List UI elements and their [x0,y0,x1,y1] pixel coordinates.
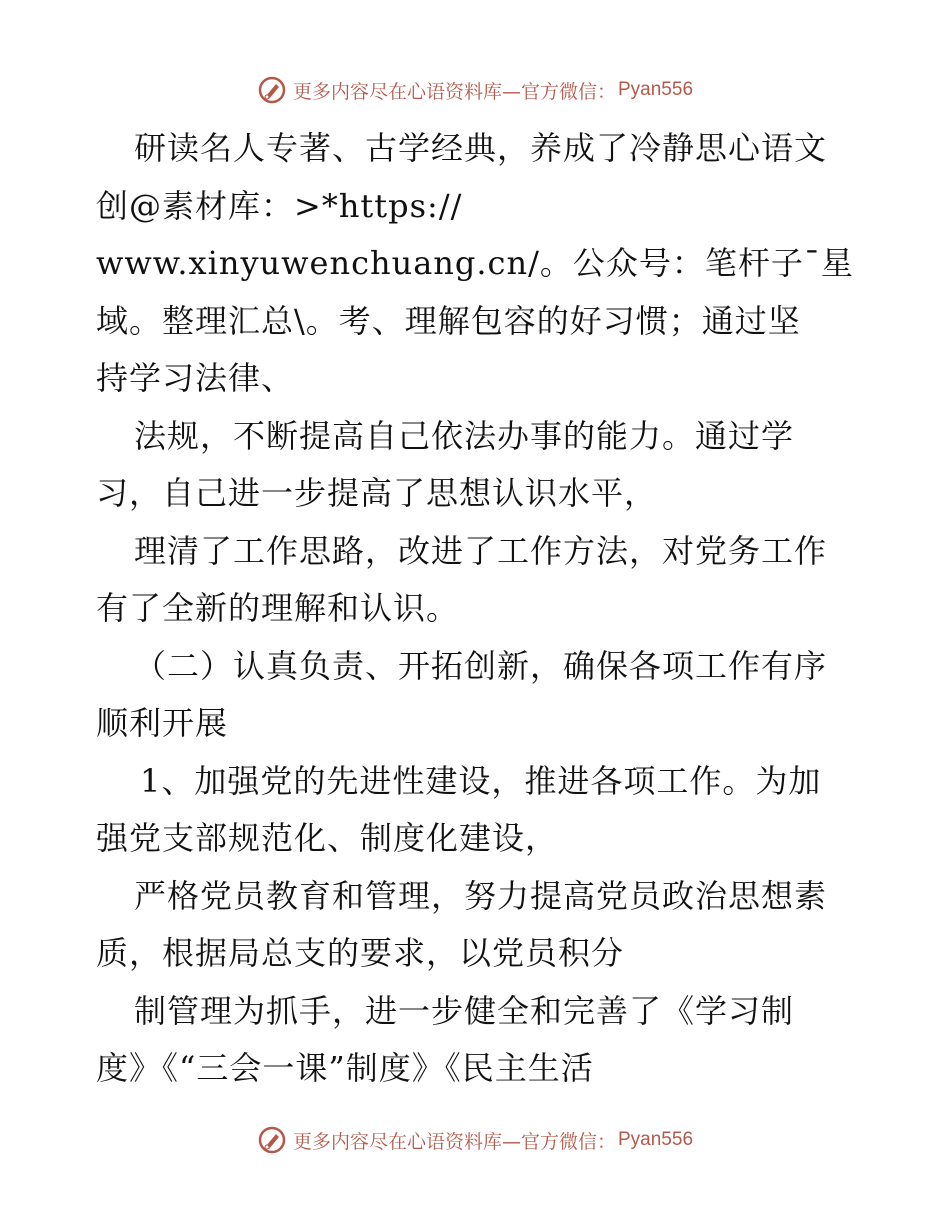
text-line: 研读名人专著、古学经典，养成了冷静思心语文 [134,129,828,167]
section-heading-cont: 顺利开展 [96,704,229,742]
text-line: 度》《“三会一课”制度》《民主生活 [96,1049,594,1087]
text-line: 1、加强党的先进性建设，推进各项工作。为加 [140,761,822,800]
text-line: 强党支部规范化、制度化建设， [96,819,559,857]
footer-watermark [0,1120,950,1160]
text-line: 有了全新的理解和认识。 [96,589,460,627]
watermark-text: 更多内容尽在心语资料库—官方微信： [292,80,616,103]
watermark-wechat-id: Pyan556 [618,1129,694,1150]
watermark-wechat-id: Pyan556 [618,79,694,100]
text-line: 法规，不断提高自己依法办事的能力。通过学 [134,416,795,455]
pen-seal-logo-icon [257,1125,287,1155]
text-line: 理清了工作思路，改进了工作方法，对党务工作 [134,531,828,570]
document-body [96,120,866,1098]
watermark-text: 更多内容尽在心语资料库—官方微信： [292,1130,616,1153]
text-line: 习，自己进一步提高了思想认识水平， [96,474,658,512]
header-watermark [0,70,950,110]
section-heading: （二）认真负责、开拓创新，确保各项工作有序 [134,646,828,685]
text-line: 域。整理汇总\。考、理解包容的好习惯；通过坚 [96,301,801,340]
text-line: 质，根据局总支的要求，以党员积分 [96,934,625,972]
text-line: 制管理为抓手，进一步健全和完善了《学习制 [134,991,795,1030]
text-line: 创@素材库：>*https:// [96,186,463,225]
text-line: 严格党员教育和管理，努力提高党员政治思想素 [134,876,828,915]
text-line: 持学习法律、 [96,359,295,397]
pen-seal-logo-icon [257,75,287,105]
text-line: www.xinyuwenchuang.cn/。公众号：笔杆子¯星 [96,244,854,282]
